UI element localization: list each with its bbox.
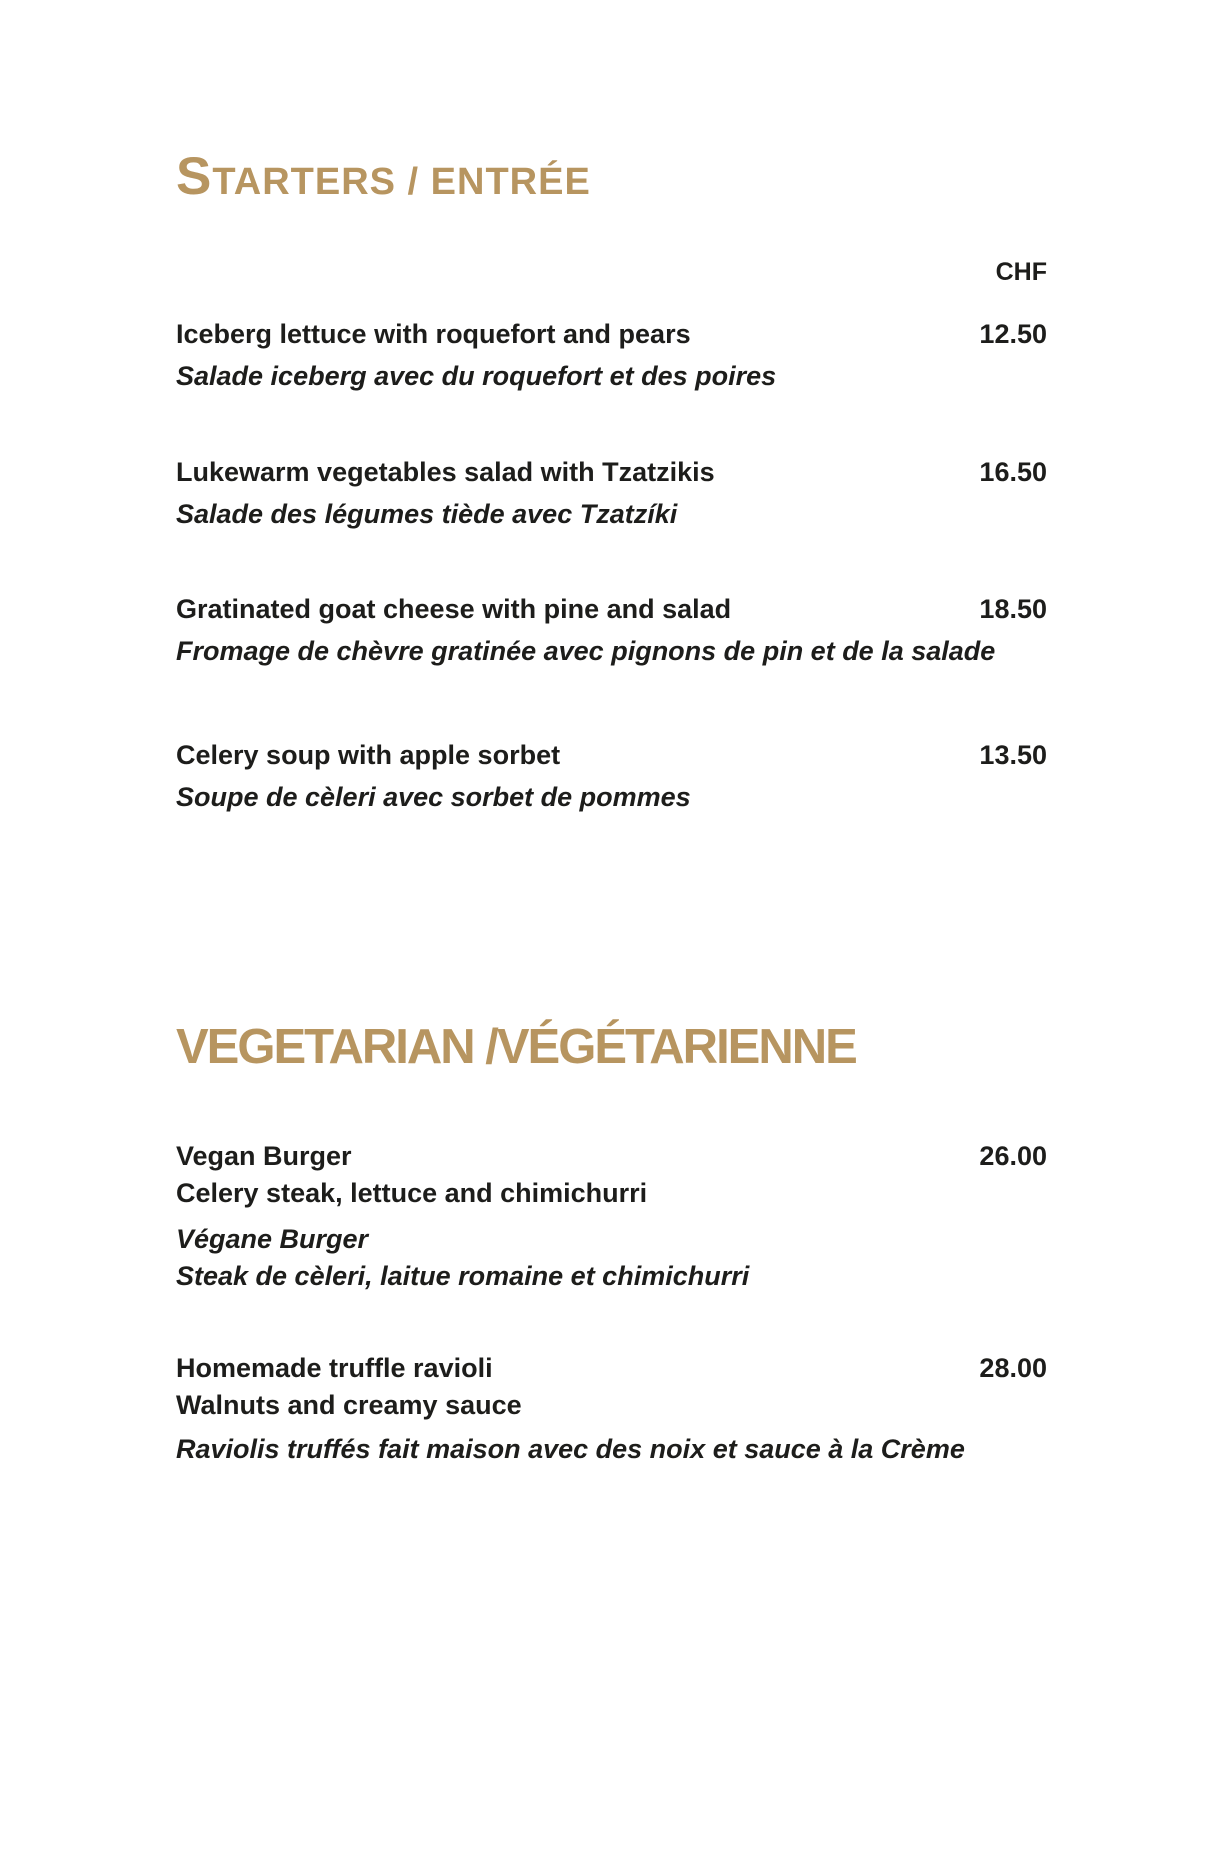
section-title-starters-text: STARTERS / ENTRÉE [176,147,591,206]
menu-item-name: Gratinated goat cheese with pine and salad [176,594,732,624]
menu-item-block [176,1138,1047,1212]
menu-item-name-fr: Végane Burger [176,1224,369,1254]
menu-item-price: 18.50 [979,594,1047,624]
menu-item-name: Celery soup with apple sorbet [176,740,561,770]
menu-item-price: 26.00 [979,1141,1047,1171]
menu-item-name-fr: Fromage de chèvre gratinée avec pignons de pin et de la salade [176,636,996,666]
menu-item-description-fr: Steak de cèleri, laitue romaine et chimichurri [176,1261,750,1291]
section-title-starters [176,146,1047,213]
menu-item-name: Homemade truffle ravioli [176,1353,493,1383]
menu-item-name-fr: Soupe de cèleri avec sorbet de pommes [176,782,691,812]
menu-item-row [176,1138,1047,1175]
menu-item-price: 12.50 [979,319,1047,349]
menu-item-price: 13.50 [979,740,1047,770]
menu-page [0,146,1222,1874]
menu-item-name-fr: Raviolis truffés fait maison avec des noix et sauce à la Crème [176,1434,965,1464]
menu-item-name: Vegan Burger [176,1141,352,1171]
menu-item-description: Celery steak, lettuce and chimichurri [176,1178,648,1208]
menu-item-name-fr: Salade iceberg avec du roquefort et des poires [176,361,777,391]
menu-item-description: Walnuts and creamy sauce [176,1390,522,1420]
menu-item-row [176,1350,1047,1387]
menu-item-name: Lukewarm vegetables salad with Tzatzikis [176,457,715,487]
menu-item-name: Iceberg lettuce with roquefort and pears [176,319,691,349]
currency-label: CHF [995,258,1047,286]
menu-item-name-fr: Salade des légumes tiède avec Tzatzíki [176,499,678,529]
section-title-vegetarian-text: VEGETARIAN /VÉGÉTARIENNE [176,1020,856,1074]
menu-item-row [176,317,1047,351]
menu-item-price: 16.50 [979,457,1047,487]
menu-item-row [176,592,1047,626]
menu-item-block [176,1350,1047,1424]
menu-item-fr-block [176,1221,1047,1295]
menu-item-price: 28.00 [979,1353,1047,1383]
menu-item-row [176,738,1047,772]
section-title-vegetarian [176,1018,1047,1076]
menu-item-row [176,455,1047,489]
